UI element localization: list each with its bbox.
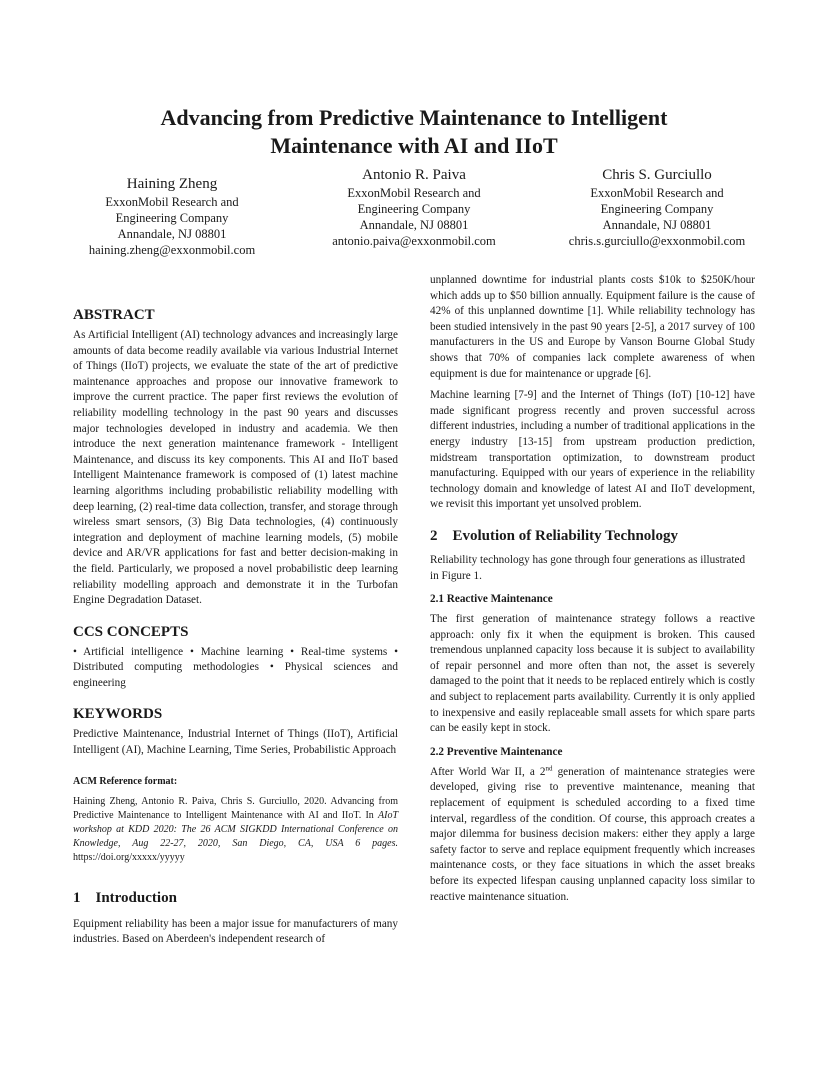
author-block-2	[314, 166, 514, 249]
right-paragraph-1: unplanned downtime for industrial plants costs $10k to $250K/hour which adds up to $50 billion annually. Equipment failure is the cause of 42% of this unplanned downtime [1]. While reliability technology has been studied intensively in the past 90 years [2-5], a 2017 survey of 100 manufacturers in the US and Europe by Vanson Bourne Global Study shows that 70% of companies lack complete awareness of when equipment is due for maintenance or upgrade [6].	[430, 274, 755, 380]
keywords-heading: KEYWORDS	[73, 706, 163, 723]
subsection-2-1-heading: 2.1 Reactive Maintenance	[430, 593, 553, 606]
author-affiliation: Engineering Company	[600, 202, 714, 216]
author-affiliation: Engineering Company	[115, 211, 229, 225]
title-line-1: Advancing from Predictive Maintenance to Intelligent	[160, 105, 668, 130]
subsection-2-2-heading: 2.2 Preventive Maintenance	[430, 745, 563, 758]
abstract-text: As Artificial Intelligent (AI) technology advances and increasingly large amounts of data become readily available via various Industrial Internet of Things (IIoT) projects, we evaluate the state of the art of predictive maintenance approaches and propose our innovative framework to improve the current practice. The paper first reviews the evolution of reliability modelling technology in the past 90 years and discusses major technologies developed in industry and academia. We then introduce the next generation maintenance framework - Intelligent Maintenance, and discuss its key components. This AI and IIoT based Intelligent Maintenance framework is composed of (1) latest machine learning algorithms including probabilistic reliability modelling with deep learning, (2) real-time data collection, transfer, and storage through wireless smart sensors, (3) Big Data technologies, (4) continuously integration and deployment of machine learning models, (5) mobile device and AR/VR applications for fast and better decision-making in the field. Particularly, we proposed a novel probabilistic deep learning reliability modelling approach and demonstrate it in the Turbofan Engine Degradation Dataset.	[73, 329, 398, 607]
acm-reference-venue: AIoT workshop at KDD 2020: The 26 ACM SIGKDD International Conference on Knowledge, Aug 22-27, 2020, San Diego, CA, USA 6 pages.	[73, 809, 398, 849]
right-column	[430, 273, 755, 911]
author-affiliation: ExxonMobil Research and	[590, 186, 724, 200]
author-name: Antonio R. Paiva	[362, 167, 466, 183]
author-block-1	[72, 175, 272, 258]
subsection-2-2-lead: After World War II, a 2	[430, 765, 546, 778]
paper-title	[0, 104, 828, 160]
author-address: Annandale, NJ 08801	[602, 218, 712, 232]
acm-reference-heading: ACM Reference format:	[73, 775, 178, 787]
author-name: Haining Zheng	[126, 176, 218, 192]
author-affiliation: Engineering Company	[357, 202, 471, 216]
acm-reference-citation: Haining Zheng, Antonio R. Paiva, Chris S. Gurciullo, 2020. Advancing from Predictive Maintenance to Intelligent Maintenance with AI and IIoT. In	[73, 795, 398, 821]
author-email: haining.zheng@exxonmobil.com	[88, 243, 256, 257]
intro-heading: 1 Introduction	[73, 889, 177, 906]
right-paragraph-2: Machine learning [7-9] and the Internet of Things (IoT) [10-12] have made significant progress recently and proven successful across different industries, including a number of traditional applications in the energy industry [13-15] from upstream production prediction, midstream transportation optimization, to downstream product manufacturing. Equipped with our years of experience in the reliability technology domain and knowledge of latest AI and IIoT development, we revisit this important yet unsolved problem.	[430, 389, 755, 511]
subsection-2-2-text	[430, 765, 755, 905]
subsection-2-2-body: generation of maintenance strategies were developed, giving rise to preventive maintenance, meaning that replacement of equipment is scheduled according to a fixed time interval, regardless of the condition. Of course, this approach creates a major dilemma for business decision makers: either they apply a large safety factor to serve and replace equipment frequently which increases maintenance costs, or they face situations in which the asset breaks before its expected lifespan causing unplanned capacity loss similar to reactive maintenance situation.	[430, 765, 755, 903]
subsection-2-1-text: The first generation of maintenance strategy follows a reactive approach: only fix it when the equipment is broken. This caused tremendous unplanned capacity loss because it is subject to availability of repair personnel and more often than not, the asset is severely damaged to the point that it needs to be replaced entirely which is costly and subject to replacement parts availability. Currently it is only applied to inexpensive and easily replaceable small assets for which spare parts can be easily kept in stock.	[430, 613, 755, 735]
left-column	[73, 306, 398, 954]
acm-reference-doi: https://doi.org/xxxxx/yyyyy	[73, 851, 185, 863]
intro-text: Equipment reliability has been a major issue for manufacturers of many industries. Based on Aberdeen's independent research of	[73, 917, 398, 946]
author-address: Annandale, NJ 08801	[117, 227, 227, 241]
author-affiliation: ExxonMobil Research and	[105, 195, 239, 209]
keywords-text: Predictive Maintenance, Industrial Internet of Things (IIoT), Artificial Intelligent (AI), Machine Learning, Time Series, Probabilistic Approach	[73, 728, 398, 757]
section-2-text: Reliability technology has gone through four generations as illustrated in Figure 1.	[430, 553, 746, 582]
author-block-3	[552, 166, 762, 249]
author-name: Chris S. Gurciullo	[602, 167, 712, 183]
ccs-heading: CCS CONCEPTS	[73, 623, 189, 640]
author-address: Annandale, NJ 08801	[359, 218, 469, 232]
section-2-heading: 2 Evolution of Reliability Technology	[430, 527, 678, 544]
author-affiliation: ExxonMobil Research and	[347, 186, 481, 200]
abstract-heading: ABSTRACT	[73, 307, 155, 323]
author-email: chris.s.gurciullo@exxonmobil.com	[568, 234, 746, 248]
ordinal-superscript: nd	[545, 764, 553, 773]
title-line-2: Maintenance with AI and IIoT	[270, 133, 558, 158]
ccs-text: • Artificial intelligence • Machine learning • Real-time systems • Distributed computing methodologies • Physical sciences and engineering	[73, 645, 398, 689]
author-email: antonio.paiva@exxonmobil.com	[332, 234, 496, 248]
acm-reference-text	[73, 795, 398, 865]
